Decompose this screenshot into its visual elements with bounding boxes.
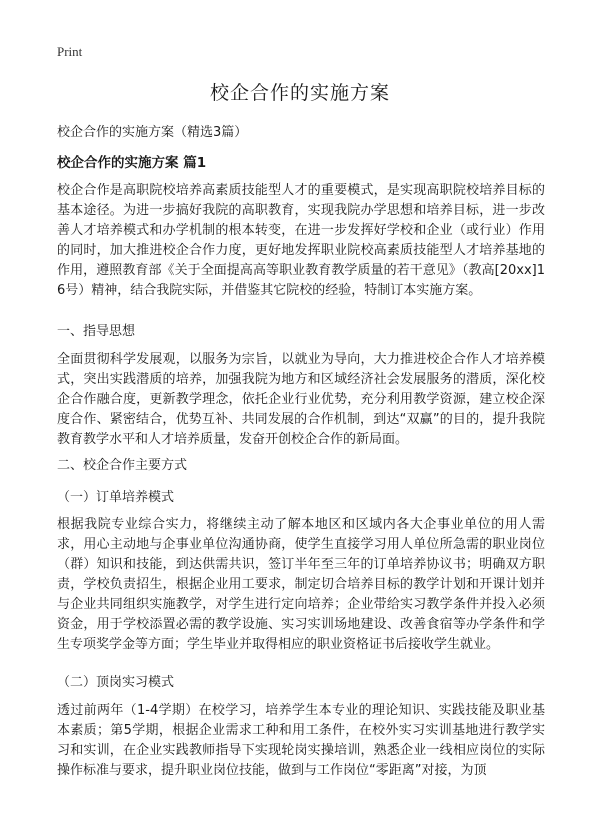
intro-paragraph: 校企合作是高职院校培养高素质技能型人才的重要模式，是实现高职院校培养目标的基本途径。为进一步搞好我院的高职教育，实现我院办学思想和培养目标，进一步改善人才培养模式和办学机制的根本转变，在进一步发挥好学校和企业（或行业）作用的同时，加大推进校企合作力度，更好地发挥职业院校高素质技能型人才培养基地的作用，遵照教育部《关于全面提高高等职业教育教学质量的若干意见》（教高[20xx]16号）精神，结合我院实际，并借鉴其它院校的经验，特制订本实施方案。 bbox=[57, 183, 545, 298]
print-label[interactable]: Print bbox=[57, 44, 83, 59]
section-heading: 校企合作的实施方案 篇1 bbox=[57, 155, 207, 171]
page-title: 校企合作的实施方案 bbox=[209, 82, 390, 104]
order-training-paragraph: 根据我院专业综合实力，将继续主动了解本地区和区域内各大企事业单位的用人需求，用心主动地与企事业单位沟通协商，使学生直接学习用人单位所急需的职业岗位（群）知识和技能，到达供需共识，签订半年至三年的订单培养协议书；明确双方职责，学校负责招生，根据企业用工要求，制定切合培养目标的教学计划和开课计划并与企业共同组织实施教学，对学生进行定向培养；企业带给实习教学条件并投入必须资金，用于学校添置必需的教学设施、实习实训场地建设、改善食宿等办学条件和学生专项奖学金等方面；学生毕业并取得相应的职业资格证书后接收学生就业。 bbox=[57, 517, 545, 652]
heading-cooperation-methods: 二、校企合作主要方式 bbox=[57, 458, 188, 473]
heading-guiding-ideology: 一、指导思想 bbox=[57, 324, 136, 339]
guiding-ideology-paragraph: 全面贯彻科学发展观，以服务为宗旨，以就业为导向，大力推进校企合作人才培养模式，突出实践潜质的培养，加强我院为地方和区域经济社会发展服务的潜质，深化校企合作融合度，更新教学理念，依托企业行业优势，充分利用教学资源，建立校企深度合作、紧密结合，优势互补、共同发展的合作机制，到达“双赢”的目的，提升我院教育教学水平和人才培养质量，发奋开创校企合作的新局面。 bbox=[57, 352, 545, 447]
document-subtitle: 校企合作的实施方案（精选3篇） bbox=[57, 125, 248, 140]
internship-paragraph: 透过前两年（1-4学期）在校学习，培养学生本专业的理论知识、实践技能及职业基本素质；第5学期，根据企业需求工种和用工条件，在校外实习实训基地进行教学实习和实训，在企业实践教师指导下实现轮岗实操培训，熟悉企业一线相应岗位的实际操作标准与要求，提升职业岗位技能，做到与工作岗位“零距离”对接，为顶 bbox=[57, 703, 545, 778]
heading-internship-mode: （二）顶岗实习模式 bbox=[57, 675, 175, 690]
heading-order-training-mode: （一）订单培养模式 bbox=[57, 490, 175, 505]
